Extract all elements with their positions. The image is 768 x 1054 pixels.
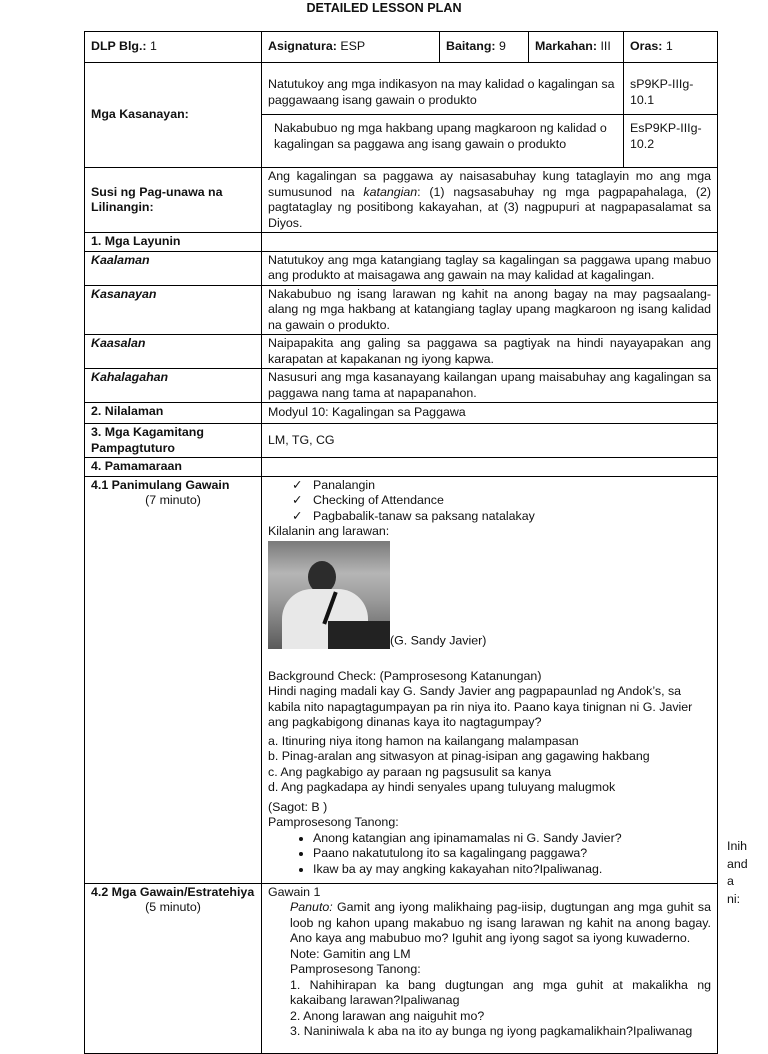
gawain-question: 2. Anong larawan ang naiguhit mo?	[290, 1008, 485, 1023]
proc-question: • Ikaw ba ay may angking kakayahan nito?Ipaliwanag.	[313, 862, 711, 878]
panimula-label: 4.1 Panimulang Gawain	[91, 477, 230, 492]
kaalaman-row	[85, 251, 718, 285]
kasanayan-row-1	[85, 63, 718, 115]
kaalaman-text: Natutukoy ang mga katangiang taglay sa kagalingan sa paggawa upang mabuo ang produkto at maisagawa ang gawain na may kalidad at kagalingan.	[262, 251, 718, 285]
kahalagahan-text: Nasusuri ang mga kasanayang kailangan upang maisabuhay ang kagalingan sa paggawa nang tama at napapanahon.	[262, 369, 718, 403]
checklist-item: ✓ Pagbabalik-tanaw sa paksang natalakay	[292, 509, 711, 525]
skill-1-code: sP9KP-IIIg-10.1	[624, 63, 718, 115]
gawain-title: Gawain 1	[268, 884, 321, 899]
kaasalan-label: Kaasalan	[85, 335, 262, 369]
panimula-content	[262, 476, 718, 883]
kahalagahan-row	[85, 369, 718, 403]
gawain-question: 3. Naniniwala k aba na ito ay bunga ng iyong pagkamalikhain?Ipaliwanag	[290, 1024, 693, 1038]
proc-question: • Paano nakatutulong ito sa kagalingang paggawa?	[313, 846, 711, 862]
panimula-duration: (7 minuto)	[145, 493, 201, 507]
kaasalan-text: Naipapakita ang galing sa paggawa sa pagtiyak na hindi nayayapakan ang karapatan at kapakanan ng iyong kapwa.	[262, 335, 718, 369]
susi-label: Susi ng Pag-unawa na Lilinangin:	[85, 168, 262, 233]
kagamitan-label: 3. Mga Kagamitang Pampagtuturo	[85, 424, 262, 458]
skill-2-code: EsP9KP-IIIg-10.2	[624, 115, 718, 168]
choice: d. Ang pagkadapa ay hindi senyales upang tuluyang malugmok	[268, 780, 616, 794]
dlp-cell: DLP Blg.: 1	[85, 32, 262, 63]
photo-block	[268, 541, 711, 649]
gawain-question: 1. Nahihirapan ka bang dugtungan ang mga guhit at makalikha ng kakaibang larawan?Ipaliwanag	[290, 977, 711, 1007]
answer: (Sagot: B )	[268, 799, 328, 814]
proc-questions	[268, 831, 711, 878]
picture-prompt: Kilalanin ang larawan:	[268, 524, 390, 538]
gawain-body	[268, 900, 711, 1040]
photo-caption: (G. Sandy Javier)	[390, 633, 487, 647]
proc-label: Pamprosesong Tanong:	[268, 815, 399, 829]
gawain-duration: (5 minuto)	[145, 900, 201, 914]
kasanayan-obj-label: Kasanayan	[85, 285, 262, 335]
proc-question: • Anong katangian ang ipinamamalas ni G. Sandy Javier?	[313, 831, 711, 847]
susi-row	[85, 168, 718, 233]
nilalaman-row	[85, 403, 718, 424]
nilalaman-text: Modyul 10: Kagalingan sa Paggawa	[262, 403, 718, 424]
skill-1: Natutukoy ang mga indikasyon na may kalidad o kagalingan sa paggawaang isang gawain o produkto	[262, 63, 624, 115]
pamamaraan-label: 4. Pamamaraan	[85, 458, 262, 477]
subject-cell: Asignatura: ESP	[262, 32, 440, 63]
pamamaraan-row	[85, 458, 718, 477]
dlp-value: 1	[149, 39, 157, 54]
time-value: 1	[665, 39, 673, 54]
panimula-checklist	[268, 478, 711, 525]
panuto: Panuto: Gamit ang iyong malikhaing pag-iisip, dugtungan ang mga guhit sa loob ng kahon upang makabuo ng isang larawan ng kahit na anong bagay. Ano kaya ang mabubuo mo? Iguhit ang iyong sagot sa iyong kuwaderno.	[290, 900, 711, 945]
susi-text: Ang kagalingan sa paggawa ay naisasabuhay kung tataglayin mo ang mga sumusunod na katangian: (1) nagsasabuhay ng mga pagpapahalaga, (2) pagtataglay ng positibong kakayahan, at (3) nagpupuri at nagpapasalamat sa Diyos.	[262, 168, 718, 233]
subject-value: ESP	[340, 39, 366, 54]
nilalaman-label: 2. Nilalaman	[85, 403, 262, 424]
lesson-plan-table	[84, 31, 718, 1054]
background-question: Hindi naging madali kay G. Sandy Javier ang pagpapaunlad ng Andok’s, sa kabila nito napagtagumpayan pa rin niya ito. Paano kaya tinignan ni G. Javier ang pagkabigong dinanas kaya ito nagtagumpay?	[268, 684, 693, 729]
checklist-item: ✓ Panalangin	[292, 478, 711, 494]
panimula-label-cell	[85, 476, 262, 883]
gawain-content	[262, 883, 718, 1053]
kahalagahan-label: Kahalagahan	[85, 369, 262, 403]
quarter-value: III	[600, 39, 611, 54]
gawain-note: Note: Gamitin ang LM	[290, 946, 411, 961]
skill-2: Nakabubuo ng mga hakbang upang magkaroon ng kalidad o kagalingan sa paggawa ang isang gawain o produkto	[262, 115, 624, 168]
kasanayan-obj-row	[85, 285, 718, 335]
page-title: DETAILED LESSON PLAN	[306, 1, 462, 15]
speaker-photo	[268, 541, 390, 649]
quarter-cell: Markahan: III	[529, 32, 624, 63]
gawain-row	[85, 883, 718, 1053]
gawain-label-cell	[85, 883, 262, 1053]
side-note: Inih and a ni:	[727, 839, 748, 906]
choice: c. Ang pagkabigo ay paraan ng pagsusulit sa kanya	[268, 764, 552, 779]
kasanayan-label: Mga Kasanayan:	[85, 63, 262, 168]
panuto-label: Panuto:	[290, 900, 333, 914]
panimula-row	[85, 476, 718, 883]
checklist-item: ✓ Checking of Attendance	[292, 493, 711, 509]
choice: a. Itinuring niya itong hamon na kailangang malampasan	[268, 733, 579, 748]
layunin-row	[85, 233, 718, 252]
grade-cell: Baitang: 9	[440, 32, 529, 63]
header-row	[85, 32, 718, 63]
layunin-label: 1. Mga Layunin	[85, 233, 262, 252]
kasanayan-obj-text: Nakabubuo ng isang larawan ng kahit na anong bagay na may pagsaalang-alang ng mga hakbang at katangiang taglay upang magkaroon ng isang kalidad na gawain o produkto.	[262, 285, 718, 335]
grade-value: 9	[499, 39, 506, 54]
background-check: Background Check: (Pamprosesong Katanungan)	[268, 668, 542, 683]
choice: b. Pinag-aralan ang sitwasyon at pinag-isipan ang gagawing hakbang	[268, 749, 650, 763]
kaasalan-row	[85, 335, 718, 369]
gawain-proc-label: Pamprosesong Tanong:	[290, 962, 421, 976]
kagamitan-row	[85, 424, 718, 458]
kaalaman-label: Kaalaman	[85, 251, 262, 285]
time-cell: Oras: 1	[624, 32, 718, 63]
kagamitan-text: LM, TG, CG	[262, 424, 718, 458]
gawain-label: 4.2 Mga Gawain/Estratehiya	[91, 884, 255, 899]
